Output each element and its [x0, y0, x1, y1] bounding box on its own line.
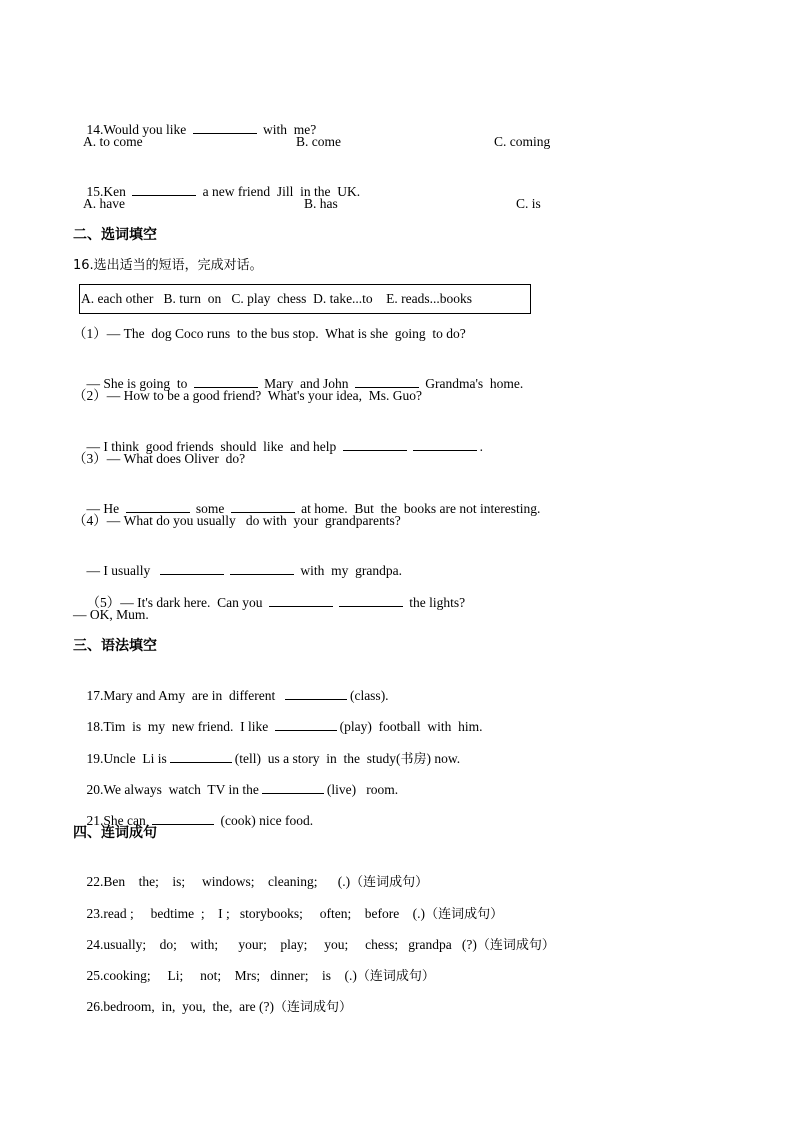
question-14: 14.Would you like with me? — [86, 122, 317, 137]
section-heading: 四、连词成句 — [73, 825, 157, 841]
answer-blank[interactable] — [339, 593, 403, 607]
answer-blank[interactable] — [231, 499, 295, 513]
question-20: 20.We always watch TV in the (live) room. — [86, 782, 399, 797]
answer-blank[interactable] — [160, 561, 224, 575]
option-c: C. is — [516, 196, 541, 211]
question-23: 23.read ; bedtime ; I ; storybooks; often; before (.)（连词成句） — [86, 906, 504, 922]
dialog-1-question: （1）— The dog Coco runs to the bus stop. What is she going to do? — [73, 326, 466, 341]
question-19: 19.Uncle Li is (tell) us a story in the study(书房) now. — [86, 751, 461, 767]
dialog-5-answer: — OK, Mum. — [73, 607, 149, 622]
answer-blank[interactable] — [126, 499, 190, 513]
question-21: 21.She can (cook) nice food. — [86, 813, 314, 828]
section-heading: 三、语法填空 — [73, 638, 157, 654]
question-16-instruction: 16.选出适当的短语，完成对话。 — [73, 258, 263, 273]
dialog-2-answer: — I think good friends should like and help . — [86, 439, 483, 454]
answer-blank[interactable] — [285, 686, 347, 700]
option-b: B. has — [304, 196, 338, 211]
option-a: A. have — [83, 196, 125, 211]
answer-blank[interactable] — [413, 437, 477, 451]
question-15: 15.Ken a new friend Jill in the UK. — [86, 184, 361, 199]
option-b: B. come — [296, 134, 341, 149]
answer-blank[interactable] — [262, 780, 324, 794]
answer-blank[interactable] — [194, 374, 258, 388]
answer-blank[interactable] — [170, 749, 232, 763]
answer-blank[interactable] — [152, 811, 214, 825]
question-24: 24.usually; do; with; your; play; you; chess; grandpa (?)（连词成句） — [86, 937, 555, 953]
answer-blank[interactable] — [269, 593, 333, 607]
section-heading: 二、选词填空 — [73, 227, 157, 243]
dialog-3-answer: — He some at home. But the books are not interesting. — [86, 501, 541, 516]
question-25: 25.cooking; Li; not; Mrs; dinner; is (.)（连词成句） — [86, 968, 435, 984]
question-17: 17.Mary and Amy are in different (class). — [86, 688, 389, 703]
word-bank-box — [79, 284, 531, 314]
question-22: 22.Ben the; is; windows; cleaning; (.)（连词成句） — [86, 874, 429, 890]
answer-blank[interactable] — [193, 120, 257, 134]
option-a: A. to come — [83, 134, 143, 149]
word-bank: A. each other B. turn on C. play chess D. take...to E. reads...books — [81, 291, 473, 306]
dialog-1-answer: — She is going to Mary and John Grandma's home. — [86, 376, 524, 391]
dialog-2-question: （2）— How to be a good friend? What's your idea, Ms. Guo? — [73, 388, 422, 403]
option-c: C. coming — [494, 134, 551, 149]
answer-blank[interactable] — [343, 437, 407, 451]
answer-blank[interactable] — [275, 717, 337, 731]
dialog-4-question: （4）— What do you usually do with your grandparents? — [73, 513, 401, 528]
question-18: 18.Tim is my new friend. I like (play) football with him. — [86, 719, 483, 734]
dialog-4-answer: — I usually with my grandpa. — [86, 563, 402, 578]
dialog-3-question: （3）— What does Oliver do? — [73, 451, 246, 466]
answer-blank[interactable] — [132, 182, 196, 196]
question-26: 26.bedroom, in, you, the, are (?)（连词成句） — [86, 999, 352, 1015]
answer-blank[interactable] — [230, 561, 294, 575]
answer-blank[interactable] — [355, 374, 419, 388]
dialog-5-question: （5）— It's dark here. Can you the lights? — [86, 595, 466, 610]
